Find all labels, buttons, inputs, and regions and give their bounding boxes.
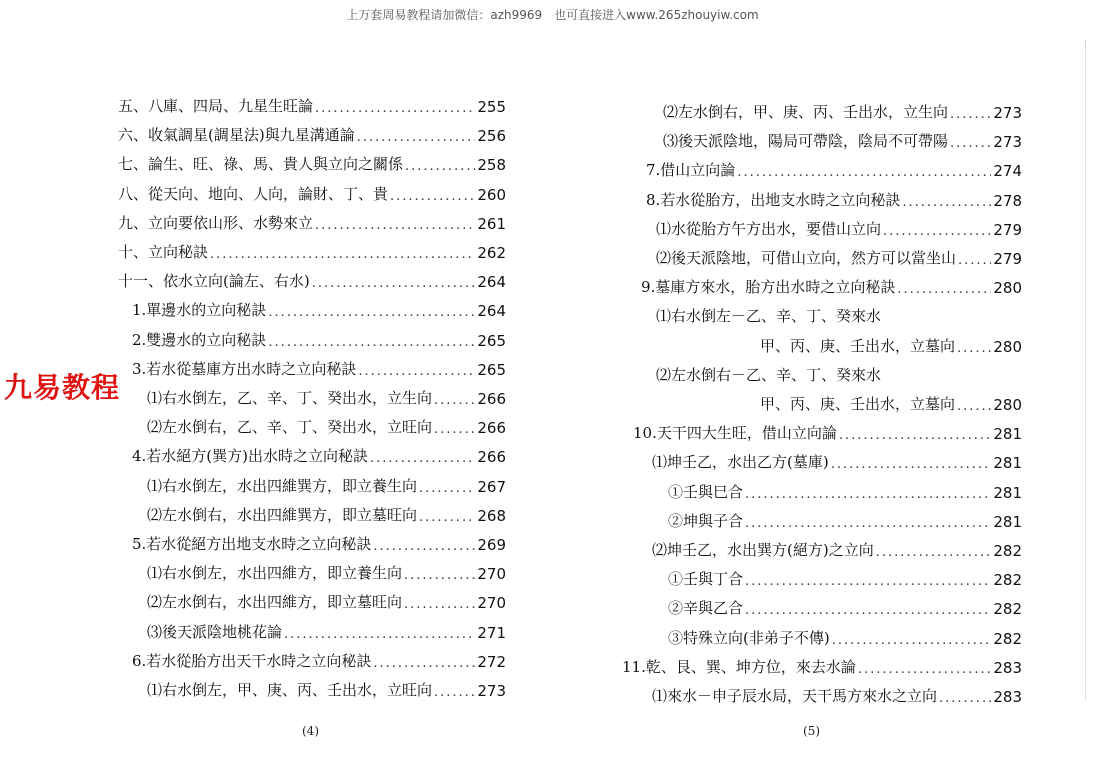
toc-leader-dots bbox=[737, 165, 991, 180]
toc-entry-page: 283 bbox=[993, 688, 1022, 706]
toc-entry-title: 5.若水從絕方出地支水時之立向秘訣 bbox=[132, 535, 372, 553]
toc-entry-title: ⑶後天派陰地，陽局可帶陰，陰局不可帶陽 bbox=[663, 132, 949, 151]
toc-leader-dots bbox=[358, 364, 475, 379]
toc-entry[interactable] bbox=[147, 415, 506, 437]
toc-entry-page: 282 bbox=[993, 600, 1022, 619]
toc-entry[interactable] bbox=[652, 450, 1022, 472]
toc-entry-page: 273 bbox=[993, 133, 1022, 152]
watermark-logo: 九易教程 bbox=[4, 371, 121, 404]
toc-entry-page: 268 bbox=[477, 506, 506, 525]
toc-entry[interactable] bbox=[132, 328, 506, 350]
toc-entry[interactable] bbox=[118, 152, 506, 174]
toc-entry[interactable] bbox=[760, 392, 1022, 414]
toc-leader-dots bbox=[312, 276, 476, 291]
toc-leader-dots bbox=[390, 189, 475, 204]
toc-leader-dots bbox=[839, 428, 992, 443]
toc-leader-dots bbox=[357, 130, 476, 145]
toc-entry-title: 1.單邊水的立向秘訣 bbox=[132, 301, 267, 320]
toc-entry-title: ⑴右水倒左，甲、庚、丙、壬出水，立旺向 bbox=[147, 681, 433, 699]
toc-entry[interactable] bbox=[652, 538, 1022, 560]
toc-entry-page: 264 bbox=[477, 302, 506, 321]
toc-leader-dots bbox=[268, 335, 475, 350]
toc-entry-title: 十一、依水立向(論左、右水) bbox=[118, 272, 310, 291]
toc-entry-page: 279 bbox=[993, 220, 1022, 239]
toc-leader-dots bbox=[858, 662, 992, 677]
toc-entry-page: 274 bbox=[993, 162, 1022, 181]
toc-entry[interactable] bbox=[656, 363, 1022, 385]
toc-entry-title: ⑴坤壬乙，水出乙方(墓庫) bbox=[652, 453, 829, 472]
toc-entry[interactable] bbox=[622, 655, 1022, 677]
toc-entry[interactable] bbox=[656, 246, 1022, 268]
toc-entry-title: ⑴水從胎方午方出水，要借山立向 bbox=[656, 219, 882, 238]
toc-entry-title: ①壬與巳合 bbox=[668, 482, 744, 501]
toc-entry-title: ⑴右水倒左，乙、辛、丁、癸出水，立生向 bbox=[147, 389, 433, 407]
toc-entry-page: 281 bbox=[993, 425, 1022, 444]
toc-entry-title: 3.若水從墓庫方出水時之立向秘訣 bbox=[132, 359, 357, 378]
toc-leader-dots bbox=[434, 422, 475, 437]
toc-entry[interactable] bbox=[646, 188, 1022, 210]
toc-entry-page: 262 bbox=[477, 244, 506, 262]
toc-entry[interactable] bbox=[132, 532, 506, 554]
toc-leader-dots bbox=[950, 107, 991, 122]
toc-entry-title: 2.雙邊水的立向秘訣 bbox=[132, 330, 267, 349]
toc-entry-page: 283 bbox=[993, 658, 1022, 677]
toc-leader-dots bbox=[373, 656, 475, 671]
toc-entry-page: 278 bbox=[993, 191, 1022, 210]
toc-leader-dots bbox=[434, 685, 475, 700]
toc-leader-dots bbox=[370, 451, 475, 466]
toc-entry-title: 7.借山立向論 bbox=[646, 161, 736, 180]
toc-leader-dots bbox=[957, 341, 991, 356]
toc-entry-title: 4.若水絕方(巽方)出水時之立向秘訣 bbox=[132, 447, 369, 466]
toc-entry-title: ⑵左水倒右，乙、辛、丁、癸出水，立旺向 bbox=[147, 418, 433, 437]
toc-entry-page: 280 bbox=[993, 279, 1022, 298]
toc-entry[interactable] bbox=[118, 94, 506, 116]
toc-entry-page: 281 bbox=[993, 454, 1022, 473]
toc-leader-dots bbox=[419, 481, 475, 496]
toc-leader-dots bbox=[315, 101, 475, 116]
toc-entry-page: 260 bbox=[477, 185, 506, 204]
toc-entry-title: ⑵後天派陰地，可借山立向，然方可以當坐山 bbox=[656, 249, 957, 267]
toc-leader-dots bbox=[315, 218, 475, 233]
toc-entry-title: ⑵左水倒右，水出四維方，即立墓旺向 bbox=[147, 593, 403, 612]
toc-entry[interactable] bbox=[663, 100, 1022, 122]
toc-leader-dots bbox=[404, 597, 475, 612]
toc-entry[interactable] bbox=[656, 304, 1022, 326]
toc-entry[interactable] bbox=[147, 620, 506, 642]
toc-entry[interactable] bbox=[147, 503, 506, 525]
toc-entry-title: 十、立向秘訣 bbox=[118, 243, 209, 261]
toc-entry[interactable] bbox=[652, 684, 1022, 706]
toc-entry-page: 258 bbox=[477, 156, 506, 175]
toc-entry-page: 266 bbox=[477, 419, 506, 438]
toc-entry[interactable] bbox=[132, 444, 506, 466]
toc-entry-page: 281 bbox=[993, 512, 1022, 531]
toc-entry-page: 279 bbox=[993, 250, 1022, 268]
toc-entry[interactable] bbox=[132, 357, 506, 379]
toc-entry-title: ⑴右水倒左，水出四維方，即立養生向 bbox=[147, 564, 403, 583]
toc-entry-page: 280 bbox=[993, 396, 1022, 414]
toc-leader-dots bbox=[876, 545, 992, 560]
toc-entry-page: 269 bbox=[477, 536, 506, 554]
toc-leader-dots bbox=[831, 457, 992, 472]
toc-leader-dots bbox=[957, 399, 991, 414]
toc-leader-dots bbox=[373, 539, 475, 554]
toc-leader-dots bbox=[745, 603, 991, 618]
header-banner: 上万套周易教程请加微信：azh9969 也可直接进入www.265zhouyiw.com bbox=[346, 8, 759, 22]
toc-entry[interactable] bbox=[668, 626, 1022, 648]
toc-entry-page: 261 bbox=[477, 214, 506, 233]
toc-entry-page: 280 bbox=[993, 337, 1022, 356]
toc-entry-page: 264 bbox=[477, 273, 506, 292]
toc-entry-title: ⑴來水－申子辰水局，天干馬方來水之立向 bbox=[652, 687, 938, 705]
toc-entry-title: 七、論生、旺、祿、馬、貴人與立向之關係 bbox=[118, 155, 404, 174]
toc-entry[interactable] bbox=[646, 158, 1022, 180]
toc-entry[interactable] bbox=[118, 182, 506, 204]
toc-leader-dots bbox=[404, 568, 475, 583]
toc-entry[interactable] bbox=[132, 649, 506, 671]
toc-entry-page: 266 bbox=[477, 448, 506, 467]
toc-leader-dots bbox=[883, 224, 991, 239]
toc-entry-title: ⑴右水倒左－乙、辛、丁、癸來水 bbox=[656, 307, 882, 326]
toc-entry[interactable] bbox=[641, 275, 1022, 297]
toc-leader-dots bbox=[958, 253, 991, 268]
toc-entry[interactable] bbox=[760, 334, 1022, 356]
toc-entry-title: ⑵坤壬乙，水出巽方(絕方)之立向 bbox=[652, 541, 874, 559]
toc-entry-title: 甲、丙、庚、壬出水，立墓向 bbox=[760, 336, 956, 355]
toc-leader-dots bbox=[832, 633, 992, 648]
toc-entry-title: 10.天干四大生旺，借山立向論 bbox=[633, 424, 837, 443]
toc-entry[interactable] bbox=[132, 298, 506, 320]
toc-leader-dots bbox=[405, 159, 475, 174]
toc-entry-title: 甲、丙、庚、壬出水，立墓向 bbox=[760, 395, 956, 413]
toc-entry-page: 281 bbox=[993, 483, 1022, 502]
toc-entry-title: ⑶後天派陰地桃花論 bbox=[147, 622, 283, 641]
toc-entry[interactable] bbox=[668, 567, 1022, 589]
toc-entry-page: 266 bbox=[477, 390, 506, 408]
toc-entry-title: 6.若水從胎方出天干水時之立向秘訣 bbox=[132, 651, 372, 670]
toc-entry[interactable] bbox=[656, 217, 1022, 239]
toc-entry[interactable] bbox=[663, 129, 1022, 151]
toc-entry-title: 9.墓庫方來水，胎方出水時之立向秘訣 bbox=[641, 278, 896, 297]
toc-entry-page: 282 bbox=[993, 542, 1022, 560]
toc-leader-dots bbox=[745, 516, 991, 531]
toc-entry-page: 265 bbox=[477, 331, 506, 350]
toc-entry[interactable] bbox=[633, 421, 1022, 443]
toc-leader-dots bbox=[419, 510, 475, 525]
toc-entry-title: ⑵左水倒右，水出四維巽方，即立墓旺向 bbox=[147, 505, 418, 524]
toc-leader-dots bbox=[210, 247, 475, 262]
toc-entry-title: 八、從天向、地向、人向，論財、丁、貴 bbox=[118, 184, 389, 203]
toc-entry-page: 270 bbox=[477, 594, 506, 613]
toc-entry[interactable] bbox=[118, 269, 506, 291]
toc-entry-title: 8.若水從胎方，出地支水時之立向秘訣 bbox=[646, 190, 901, 209]
toc-leader-dots bbox=[745, 487, 991, 502]
toc-entry-page: 270 bbox=[477, 565, 506, 584]
toc-entry-title: ①壬與丁合 bbox=[668, 570, 744, 589]
right-page bbox=[560, 0, 1105, 770]
toc-leader-dots bbox=[434, 393, 475, 408]
scan-edge-noise bbox=[1085, 40, 1100, 700]
toc-leader-dots bbox=[950, 136, 991, 151]
toc-entry-page: 282 bbox=[993, 629, 1022, 648]
toc-entry-title: 五、八庫、四局、九星生旺論 bbox=[118, 97, 314, 115]
toc-entry-page: 255 bbox=[477, 98, 506, 116]
toc-entry-title: ③特殊立向(非弟子不傳) bbox=[668, 628, 830, 647]
left-page-number: (4) bbox=[302, 724, 319, 738]
toc-entry[interactable] bbox=[668, 480, 1022, 502]
toc-entry-title: ⑴右水倒左，水出四維巽方，即立養生向 bbox=[147, 476, 418, 495]
toc-entry[interactable] bbox=[147, 474, 506, 496]
toc-entry-title: ⑵左水倒右－乙、辛、丁、癸來水 bbox=[656, 365, 882, 384]
toc-leader-dots bbox=[939, 691, 991, 706]
toc-entry-page: 273 bbox=[477, 682, 506, 700]
toc-entry-title: ⑵左水倒右，甲、庚、丙、壬出水，立生向 bbox=[663, 103, 949, 121]
toc-entry-page: 256 bbox=[477, 127, 506, 146]
toc-entry-page: 272 bbox=[477, 652, 506, 671]
toc-entry[interactable] bbox=[118, 211, 506, 233]
toc-entry-page: 267 bbox=[477, 477, 506, 496]
toc-leader-dots bbox=[284, 627, 475, 642]
toc-entry[interactable] bbox=[668, 596, 1022, 618]
toc-leader-dots bbox=[902, 195, 991, 210]
toc-entry-title: 11.乾、艮、巽、坤方位，來去水論 bbox=[622, 657, 856, 676]
toc-entry-title: ②坤與子合 bbox=[668, 511, 744, 530]
toc-entry-title: 六、收氣調星(調星法)與九星溝通論 bbox=[118, 126, 355, 145]
toc-leader-dots bbox=[897, 282, 991, 297]
toc-leader-dots bbox=[745, 574, 991, 589]
toc-entry[interactable] bbox=[147, 561, 506, 583]
toc-entry[interactable] bbox=[147, 386, 506, 408]
toc-entry-page: 265 bbox=[477, 360, 506, 379]
toc-entry-title: ②辛與乙合 bbox=[668, 599, 744, 618]
toc-entry-title: 九、立向要依山形、水勢來立 bbox=[118, 213, 314, 232]
right-page-number: (5) bbox=[803, 724, 820, 738]
toc-leader-dots bbox=[268, 305, 475, 320]
toc-entry[interactable] bbox=[147, 590, 506, 612]
toc-entry-page: 282 bbox=[993, 571, 1022, 590]
toc-entry[interactable] bbox=[147, 678, 506, 700]
toc-entry[interactable] bbox=[118, 240, 506, 262]
toc-entry[interactable] bbox=[118, 123, 506, 145]
toc-entry[interactable] bbox=[668, 509, 1022, 531]
toc-entry-page: 273 bbox=[993, 104, 1022, 122]
toc-entry-page: 271 bbox=[477, 623, 506, 642]
